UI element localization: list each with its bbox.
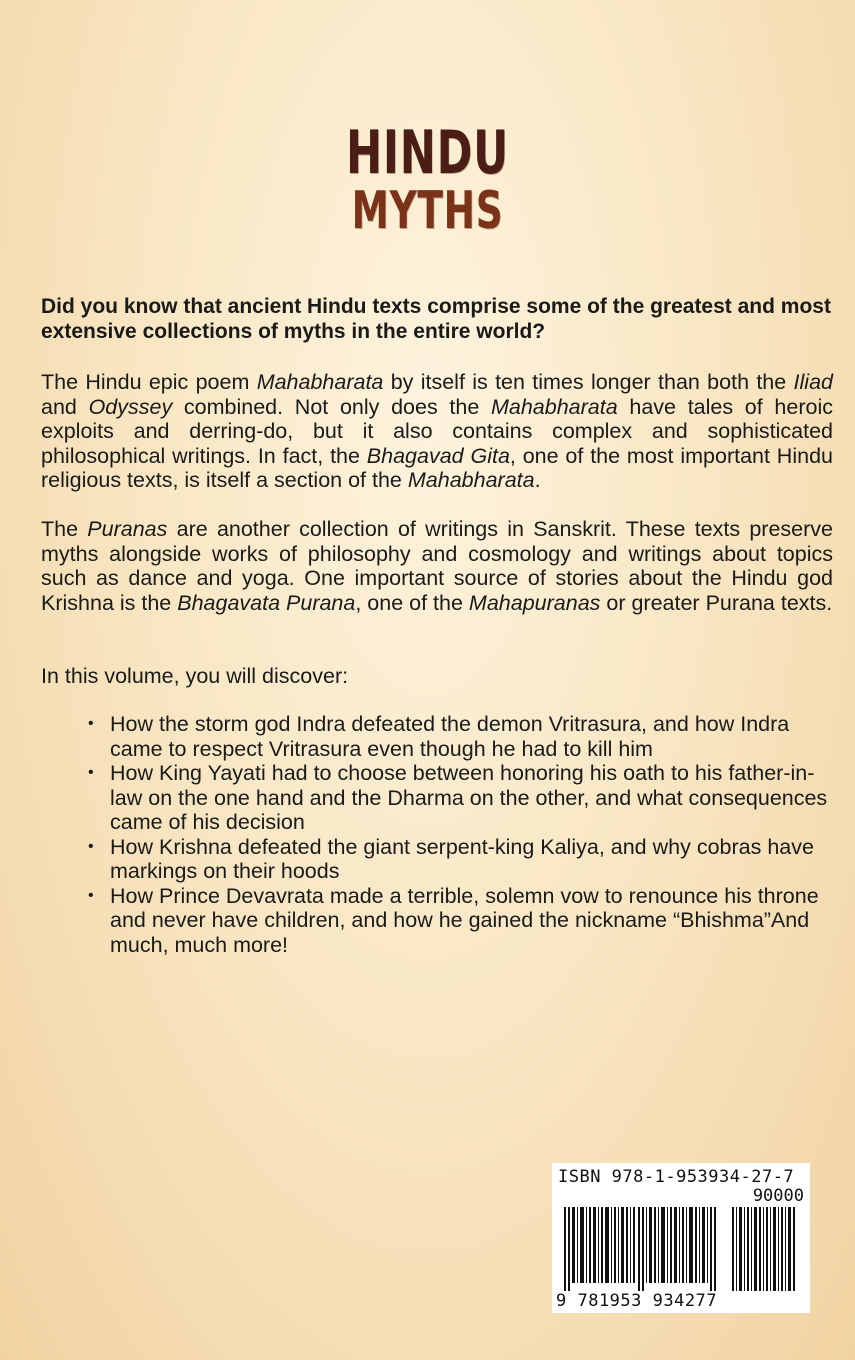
paragraph-intro-list: In this volume, you will discover:	[41, 664, 349, 688]
p2-text-2: are another collection of writings in Sanskrit. These texts preserve myths alongside works of philosophy and cosmology and writings about topics such as dance and yoga. One important source of stories about the Hindu god Krishna is the	[41, 517, 833, 615]
list-item-text: How the storm god Indra defeated the demon Vritrasura, and how Indra came to respect Vritrasura even though he had to kill him	[110, 712, 790, 761]
p1-italic-mahabharata: Mahabharata	[256, 370, 384, 394]
p2-text-4: or greater Purana texts.	[600, 590, 833, 615]
p1-italic-iliad: Iliad	[793, 370, 833, 394]
paragraph-mahabharata	[41, 370, 833, 493]
p1-text-4: combined. Not only does the	[172, 394, 491, 419]
p1-text-1: The Hindu epic poem	[41, 370, 257, 394]
list-item	[88, 835, 833, 884]
p1-italic-mahabharata-2: Mahabharata	[490, 394, 618, 419]
ean-digits: 9 781953 934277	[556, 1291, 718, 1311]
p1-italic-odyssey: Odyssey	[88, 394, 173, 419]
price-code: 90000	[752, 1186, 804, 1206]
paragraph-puranas	[41, 517, 833, 615]
book-title-line2: MYTHS	[351, 181, 504, 241]
list-item-text: How King Yayati had to choose between honoring his oath to his father-in-law on the one hand and the Dharma on the other, and what consequences came of his decision	[110, 761, 828, 834]
lead-question: Did you know that ancient Hindu texts comprise some of the greatest and most extensive collections of myths in the entire world?	[41, 295, 831, 343]
bullet-icon: •	[88, 715, 94, 732]
p2-italic-bhagavata-purana: Bhagavata Purana	[177, 590, 356, 615]
isbn-barcode	[552, 1163, 810, 1313]
discover-list	[88, 712, 833, 957]
list-item	[88, 761, 833, 835]
list-item-text: How Prince Devavrata made a terrible, solemn vow to renounce his throne and never have children, and how he gained the nickname “Bhishma”And much, much more!	[110, 883, 819, 957]
isbn-label: ISBN 978-1-953934-27-7	[558, 1167, 795, 1187]
p1-text-2: by itself is ten times longer than both the	[383, 370, 794, 394]
book-title-line1: HINDU	[346, 118, 509, 188]
p1-text-6: , one of the most important Hindu religious texts, is itself a section of the	[41, 443, 833, 492]
p1-text-3: and	[41, 394, 89, 419]
p2-italic-puranas: Puranas	[87, 517, 168, 541]
ean-barcode-icon	[564, 1207, 724, 1291]
p2-italic-mahapuranas: Mahapuranas	[468, 590, 601, 615]
list-item	[88, 712, 833, 761]
p1-italic-mahabharata-3: Mahabharata	[407, 468, 535, 492]
p1-text-7: .	[534, 468, 541, 492]
price-barcode-icon	[732, 1207, 798, 1291]
list-item	[88, 884, 833, 958]
p2-text-3: , one of the	[355, 590, 469, 615]
bullet-icon: •	[88, 886, 94, 904]
p2-text-1: The	[41, 517, 88, 541]
bullet-icon: •	[88, 764, 94, 781]
p1-text-5: have tales of heroic exploits and derring-do, but it also contains complex and sophisticated philosophical writings. In fact, the	[41, 394, 833, 468]
bullet-icon: •	[88, 837, 94, 855]
p1-italic-bhagavad-gita: Bhagavad Gita	[366, 443, 510, 468]
list-item-text: How Krishna defeated the giant serpent-king Kaliya, and why cobras have markings on their hoods	[110, 834, 814, 883]
